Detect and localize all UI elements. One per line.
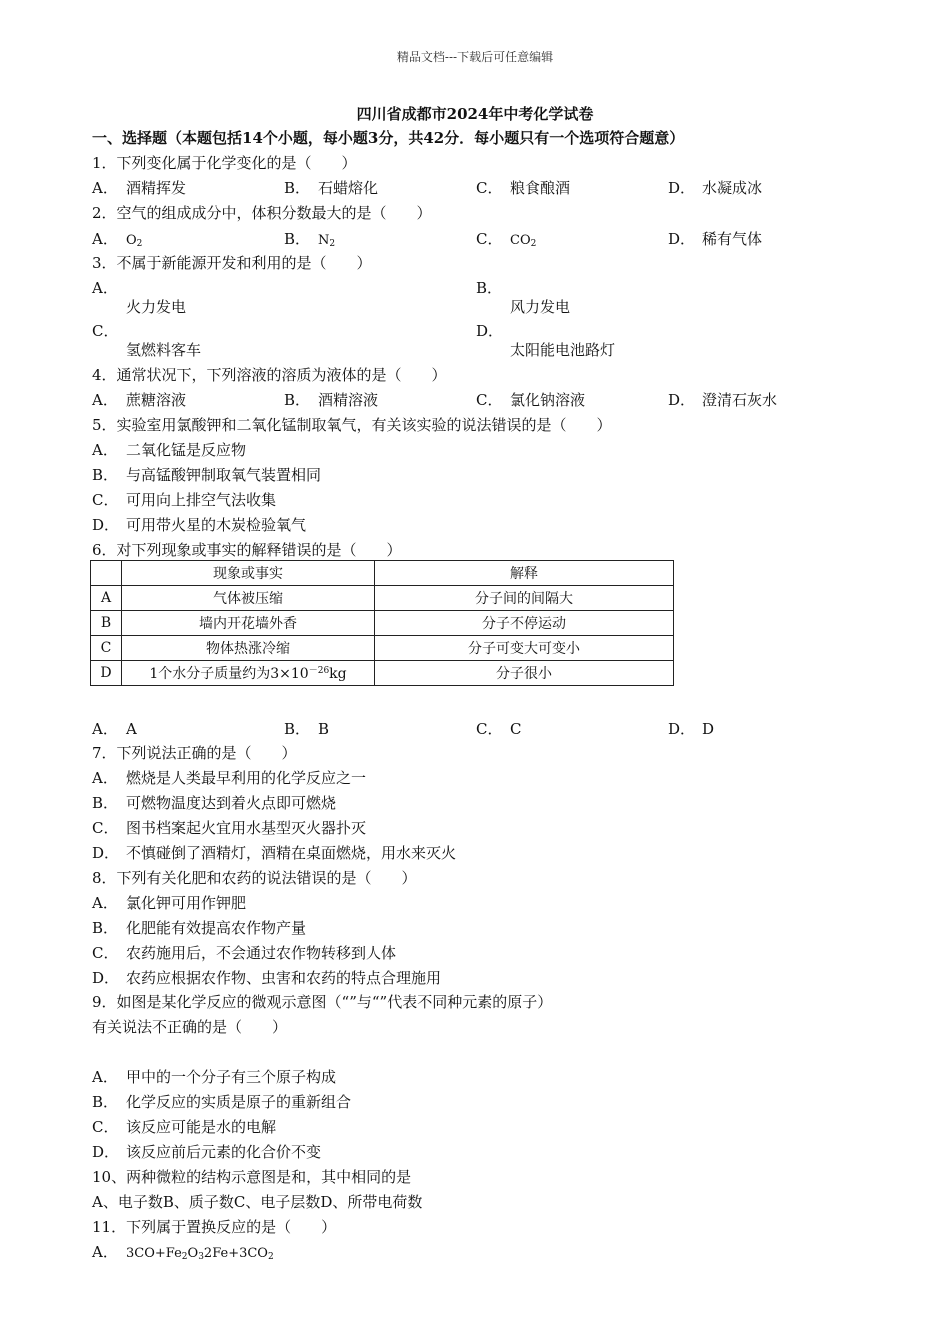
q6-option-d: D． D bbox=[668, 720, 715, 738]
q9-option-a: A． 甲中的一个分子有三个原子构成 bbox=[92, 1068, 337, 1086]
table-cell: D bbox=[91, 661, 122, 686]
q3-option-b-text: 风力发电 bbox=[510, 298, 571, 316]
q3-option-a-text: 火力发电 bbox=[126, 298, 187, 316]
q1-option-b: B． 石蜡熔化 bbox=[284, 179, 379, 197]
q11-option-a: A． $3CO+Fe_2O_32Fe+3CO_2$ bbox=[92, 1243, 274, 1262]
q9-option-b: B． 化学反应的实质是原子的重新组合 bbox=[92, 1093, 352, 1111]
q4-option-d: D． 澄清石灰水 bbox=[668, 391, 778, 409]
table-cell: A bbox=[91, 586, 122, 611]
q6-option-b: B． B bbox=[284, 720, 330, 738]
q2-option-c: C． $CO_2$ bbox=[476, 230, 537, 249]
q5-stem: 5．实验室用氯酸钾和二氧化锰制取氧气，有关该实验的说法错误的是（ ） bbox=[92, 416, 612, 434]
q7-option-d: D． 不慎碰倒了酒精灯，酒精在桌面燃烧，用水来灭火 bbox=[92, 844, 457, 862]
q3-option-b-label: B． bbox=[476, 279, 503, 297]
table-header-cell: 现象或事实 bbox=[122, 561, 375, 586]
table-cell: C bbox=[91, 636, 122, 661]
q4-option-b: B． 酒精溶液 bbox=[284, 391, 379, 409]
table-row bbox=[91, 586, 674, 611]
table-cell: 分子不停运动 bbox=[375, 611, 674, 636]
page-header: 精品文档---下载后可任意编辑 bbox=[396, 50, 554, 64]
q8-option-c: C． 农药施用后，不会通过农作物转移到人体 bbox=[92, 944, 397, 962]
table-header-cell bbox=[91, 561, 122, 586]
q1-option-c: C． 粮食酿酒 bbox=[476, 179, 571, 197]
table-cell: 分子间的间隔大 bbox=[375, 586, 674, 611]
q2-option-d: D． 稀有气体 bbox=[668, 230, 763, 248]
q9-stem-continued: 有关说法不正确的是（ ） bbox=[92, 1018, 288, 1036]
q4-stem: 4．通常状况下，下列溶液的溶质为液体的是（ ） bbox=[92, 366, 447, 384]
q11-stem: 11．下列属于置换反应的是（ ） bbox=[92, 1218, 337, 1236]
q5-option-d: D． 可用带火星的木炭检验氧气 bbox=[92, 516, 307, 534]
q7-option-b: B． 可燃物温度达到着火点即可燃烧 bbox=[92, 794, 337, 812]
table-cell: 1个水分子质量约为$3\times 10^{-26}kg$ bbox=[122, 661, 375, 686]
q5-option-b: B． 与高锰酸钾制取氧气装置相同 bbox=[92, 466, 322, 484]
q9-option-c: C． 该反应可能是水的电解 bbox=[92, 1118, 277, 1136]
q10-stem: 10、两种微粒的结构示意图是和，其中相同的是 bbox=[92, 1168, 412, 1186]
q6-stem: 6．对下列现象或事实的解释错误的是（ ） bbox=[92, 541, 402, 559]
q9-option-d: D． 该反应前后元素的化合价不变 bbox=[92, 1143, 322, 1161]
q2-stem: 2．空气的组成成分中，体积分数最大的是（ ） bbox=[92, 204, 432, 222]
q3-stem: 3．不属于新能源开发和利用的是（ ） bbox=[92, 254, 372, 272]
table-cell: 分子很小 bbox=[375, 661, 674, 686]
table-row bbox=[91, 611, 674, 636]
q7-option-c: C． 图书档案起火宜用水基型灭火器扑灭 bbox=[92, 819, 367, 837]
q2-option-a: A． $O_2$ bbox=[92, 230, 143, 249]
table-row bbox=[91, 636, 674, 661]
q3-option-d-text: 太阳能电池路灯 bbox=[510, 341, 616, 359]
q10-options: A、电子数B、质子数C、电子层数D、所带电荷数 bbox=[92, 1193, 423, 1211]
section-heading: 一、选择题（本题包括14个小题，每小题3分，共42分．每小题只有一个选项符合题意） bbox=[92, 129, 685, 147]
q8-option-a: A． 氯化钾可用作钾肥 bbox=[92, 894, 247, 912]
q9-stem: 9．如图是某化学反应的微观示意图（“”与“”代表不同种元素的原子） bbox=[92, 993, 553, 1011]
table-cell: 墙内开花墙外香 bbox=[122, 611, 375, 636]
q8-option-d: D． 农药应根据农作物、虫害和农药的特点合理施用 bbox=[92, 969, 442, 987]
q8-stem: 8．下列有关化肥和农药的说法错误的是（ ） bbox=[92, 869, 417, 887]
q6-option-c: C． C bbox=[476, 720, 522, 738]
q7-option-a: A． 燃烧是人类最早利用的化学反应之一 bbox=[92, 769, 367, 787]
q1-option-d: D． 水凝成冰 bbox=[668, 179, 763, 197]
q3-option-a-label: A． bbox=[92, 279, 118, 297]
table-header-cell: 解释 bbox=[375, 561, 674, 586]
q1-stem: 1．下列变化属于化学变化的是（ ） bbox=[92, 154, 357, 172]
q3-option-d-label: D． bbox=[476, 322, 504, 340]
q3-option-c-label: C． bbox=[92, 322, 119, 340]
table-cell: B bbox=[91, 611, 122, 636]
q7-stem: 7．下列说法正确的是（ ） bbox=[92, 744, 297, 762]
table-row bbox=[91, 661, 674, 686]
exam-title: 四川省成都市2024年中考化学试卷 bbox=[356, 105, 594, 123]
q1-option-a: A． 酒精挥发 bbox=[92, 179, 187, 197]
q4-option-c: C． 氯化钠溶液 bbox=[476, 391, 586, 409]
q4-option-a: A． 蔗糖溶液 bbox=[92, 391, 187, 409]
table-cell: 气体被压缩 bbox=[122, 586, 375, 611]
q2-option-b: B． $N_2$ bbox=[284, 230, 336, 249]
q6-table bbox=[90, 560, 674, 686]
table-cell: 分子可变大可变小 bbox=[375, 636, 674, 661]
q6-option-a: A． A bbox=[92, 720, 137, 738]
q5-option-a: A． 二氧化锰是反应物 bbox=[92, 441, 247, 459]
q3-option-c-text: 氢燃料客车 bbox=[126, 341, 202, 359]
table-cell: 物体热涨冷缩 bbox=[122, 636, 375, 661]
q8-option-b: B． 化肥能有效提高农作物产量 bbox=[92, 919, 307, 937]
q5-option-c: C． 可用向上排空气法收集 bbox=[92, 491, 277, 509]
table-header-row bbox=[91, 561, 674, 586]
